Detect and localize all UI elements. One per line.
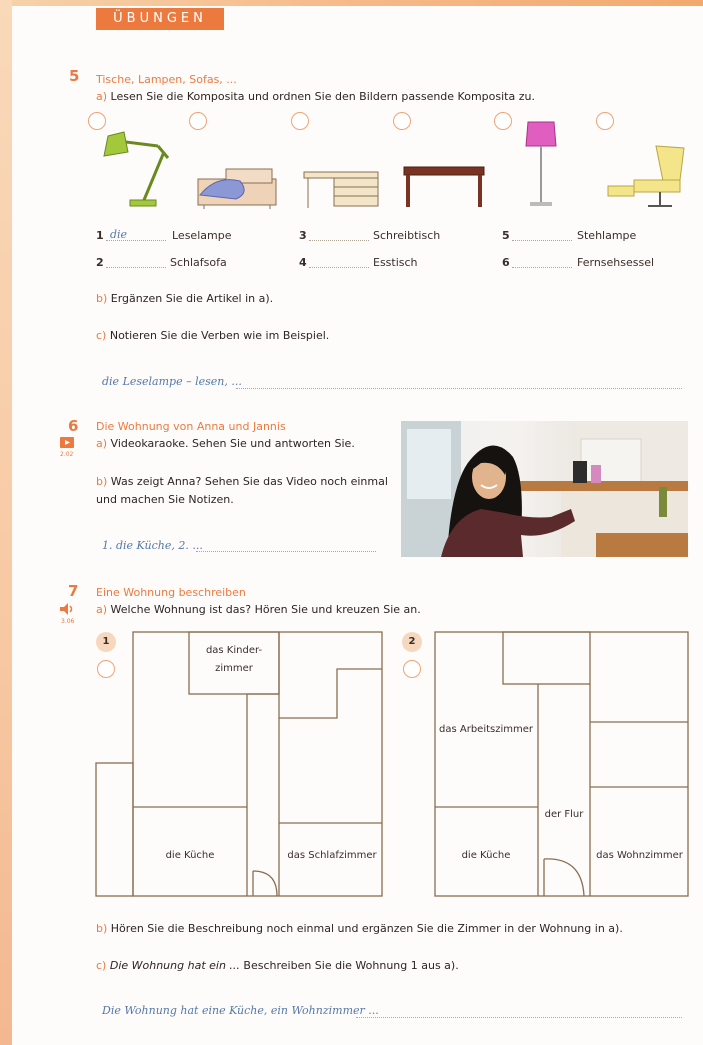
exercise-7c-answer-line[interactable]: [356, 1017, 682, 1018]
item-word-4: Esstisch: [373, 256, 418, 269]
dining-table-icon: [402, 165, 486, 210]
exercise-5a-instruction: a) Lesen Sie die Komposita und ordnen Sie den Bildern passende Komposita zu.: [96, 90, 535, 103]
exercise-6-example: 1. die Küche, 2. ...: [102, 539, 203, 552]
exercise-5c-example: die Leselampe – lesen, ...: [102, 375, 242, 388]
plan-2-badge: 2: [402, 632, 422, 652]
exercise-6-track: 2.02: [60, 451, 74, 458]
item-answer-1: die: [110, 228, 128, 241]
answer-circle-4[interactable]: [393, 112, 411, 130]
page-left-edge: [0, 0, 12, 1045]
exercise-7-title: Eine Wohnung beschreiben: [96, 586, 246, 599]
exercise-5b-instruction: b) Ergänzen Sie die Artikel in a).: [96, 292, 274, 305]
answer-circle-6[interactable]: [596, 112, 614, 130]
plan-2-wohnzimmer-label: das Wohnzimmer: [596, 850, 683, 861]
exercise-7a-instruction: a) Welche Wohnung ist das? Hören Sie und kreuzen Sie an.: [96, 603, 421, 616]
exercise-5c-answer-line[interactable]: [236, 388, 682, 389]
writing-desk-icon: [302, 170, 380, 210]
plan-2-flur-label: der Flur: [544, 809, 584, 820]
item-number-4: 4: [299, 256, 307, 269]
item-blank-4[interactable]: [309, 267, 369, 268]
answer-circle-5[interactable]: [494, 112, 512, 130]
plan-2-checkbox[interactable]: [403, 660, 421, 678]
plan-2-kueche-label: die Küche: [461, 850, 511, 861]
video-icon: [60, 437, 74, 448]
exercise-7c-example: Die Wohnung hat eine Küche, ein Wohnzimmer ...: [102, 1004, 379, 1017]
item-number-3: 3: [299, 229, 307, 242]
plan-1-kinderzimmer-label-1: das Kinder-: [205, 645, 263, 656]
exercise-6-answer-line[interactable]: [196, 551, 376, 552]
exercise-6b-instruction-line2: und machen Sie Notizen.: [96, 493, 234, 506]
plan-1-badge: 1: [96, 632, 116, 652]
exercise-7b-instruction: b) Hören Sie die Beschreibung noch einmal und ergänzen Sie die Zimmer in der Wohnung in a).: [96, 922, 623, 935]
exercise-7-track: 3.06: [61, 618, 75, 625]
plan-1-kueche-label: die Küche: [165, 850, 215, 861]
item-word-6: Fernsehsessel: [577, 256, 655, 269]
floor-lamp-icon: [520, 118, 564, 210]
answer-circle-3[interactable]: [291, 112, 309, 130]
item-blank-2[interactable]: [106, 267, 166, 268]
answer-circle-2[interactable]: [189, 112, 207, 130]
armchair-icon: [604, 142, 690, 210]
exercise-6b-instruction-line1: b) Was zeigt Anna? Sehen Sie das Video noch einmal: [96, 475, 388, 488]
exercise-5-title: Tische, Lampen, Sofas, ...: [96, 73, 237, 86]
item-blank-3[interactable]: [309, 240, 369, 241]
item-word-2: Schlafsofa: [170, 256, 227, 269]
item-blank-5[interactable]: [512, 240, 572, 241]
item-number-5: 5: [502, 229, 510, 242]
exercise-5-number: 5: [69, 67, 80, 85]
plan-1-kinderzimmer-label-2: zimmer: [215, 663, 253, 674]
item-number-1: 1: [96, 229, 104, 242]
item-blank-6[interactable]: [512, 267, 572, 268]
exercise-7c-instruction: c) Die Wohnung hat ein ... Beschreiben Sie die Wohnung 1 aus a).: [96, 959, 459, 972]
plan-1-schlafzimmer-label: das Schlafzimmer: [287, 850, 377, 861]
exercise-5c-instruction: c) Notieren Sie die Verben wie im Beispiel.: [96, 329, 330, 342]
kitchen-photo: [401, 421, 688, 557]
desk-lamp-icon: [98, 122, 178, 212]
woman-in-kitchen-image: [401, 421, 688, 557]
exercise-7-number: 7: [68, 582, 79, 600]
exercise-6-title: Die Wohnung von Anna und Jannis: [96, 420, 286, 433]
audio-speaker-icon: [60, 603, 74, 615]
item-number-2: 2: [96, 256, 104, 269]
item-number-6: 6: [502, 256, 510, 269]
section-tag: ÜBUNGEN: [96, 8, 224, 30]
exercise-6-number: 6: [68, 417, 79, 435]
item-word-1: Leselampe: [172, 229, 232, 242]
plan-2-arbeitszimmer-label: das Arbeitszimmer: [439, 724, 533, 735]
exercise-6a-instruction: a) Videokaraoke. Sehen Sie und antworten Sie.: [96, 437, 355, 450]
sofa-bed-icon: [196, 165, 280, 210]
item-word-5: Stehlampe: [577, 229, 637, 242]
page-top-edge: [0, 0, 703, 6]
item-word-3: Schreibtisch: [373, 229, 441, 242]
